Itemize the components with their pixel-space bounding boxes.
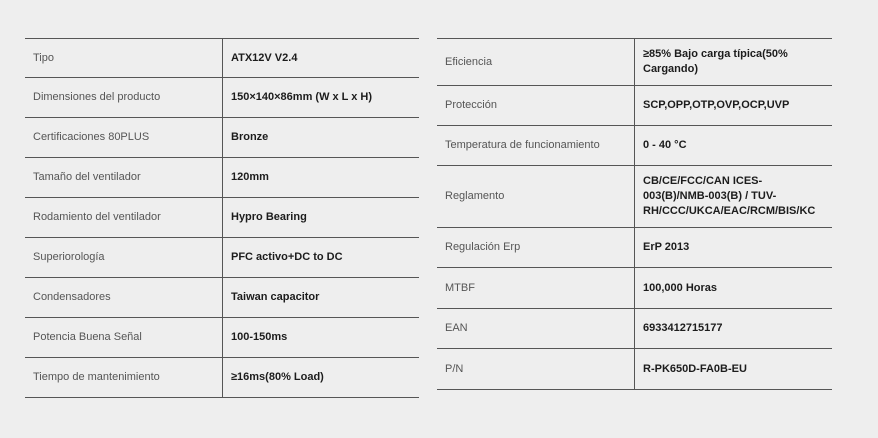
spec-value: Hypro Bearing [223, 198, 420, 238]
spec-row [25, 158, 419, 198]
spec-row [25, 278, 419, 318]
spec-value: PFC activo+DC to DC [223, 238, 420, 278]
spec-table-right [437, 38, 832, 390]
spec-label: EAN [445, 322, 468, 334]
spec-label: Potencia Buena Señal [33, 331, 142, 343]
spec-value: 120mm [223, 158, 420, 198]
spec-label: Rodamiento del ventilador [33, 211, 161, 223]
spec-value: ErP 2013 [635, 228, 833, 268]
spec-row [25, 198, 419, 238]
spec-label: Reglamento [445, 190, 505, 202]
spec-label: Protección [445, 99, 497, 111]
spec-label: MTBF [445, 281, 475, 294]
spec-table-left [25, 38, 419, 398]
spec-label: P/N [445, 362, 464, 375]
spec-label: Superiorología [33, 251, 105, 263]
spec-label: Tiempo de mantenimiento [33, 371, 160, 383]
spec-row [437, 86, 832, 126]
spec-value: 150×140×86mm (W x L x H) [223, 78, 420, 118]
spec-value: Bronze [223, 118, 420, 158]
spec-value: CB/CE/FCC/CAN ICES-003(B)/NMB-003(B) / TUV-RH/CCC/UKCA/EAC/RCM/BIS/KC [635, 166, 833, 228]
spec-value: ATX12V V2.4 [223, 39, 420, 78]
spec-label: Tamaño del ventilador [33, 171, 141, 183]
spec-row [437, 268, 832, 309]
spec-row [437, 126, 832, 166]
spec-row [25, 78, 419, 118]
spec-label: Dimensiones del producto [33, 91, 161, 103]
spec-row [437, 166, 832, 228]
spec-label: Certificaciones 80PLUS [33, 131, 150, 143]
spec-row [437, 349, 832, 390]
spec-row [437, 228, 832, 268]
spec-label: Eficiencia [445, 55, 493, 68]
spec-value: 100-150ms [223, 318, 420, 358]
spec-value: Taiwan capacitor [223, 278, 420, 318]
spec-value: 0 - 40 °C [635, 126, 833, 166]
spec-row [25, 238, 419, 278]
spec-row [25, 318, 419, 358]
spec-value: 6933412715177 [635, 309, 833, 349]
spec-value: ≥85% Bajo carga típica(50% Cargando) [635, 39, 833, 86]
spec-row [25, 358, 419, 398]
spec-row [25, 39, 419, 78]
spec-row [437, 39, 832, 86]
spec-value: 100,000 Horas [635, 268, 833, 309]
spec-label: Regulación Erp [445, 241, 521, 253]
spec-value: SCP,OPP,OTP,OVP,OCP,UVP [635, 86, 833, 126]
spec-label: Condensadores [33, 291, 111, 303]
spec-row [25, 118, 419, 158]
spec-label: Tipo [33, 51, 54, 64]
spec-row [437, 309, 832, 349]
spec-value: R-PK650D-FA0B-EU [635, 349, 833, 390]
spec-value: ≥16ms(80% Load) [223, 358, 420, 398]
spec-label: Temperatura de funcionamiento [445, 139, 600, 151]
